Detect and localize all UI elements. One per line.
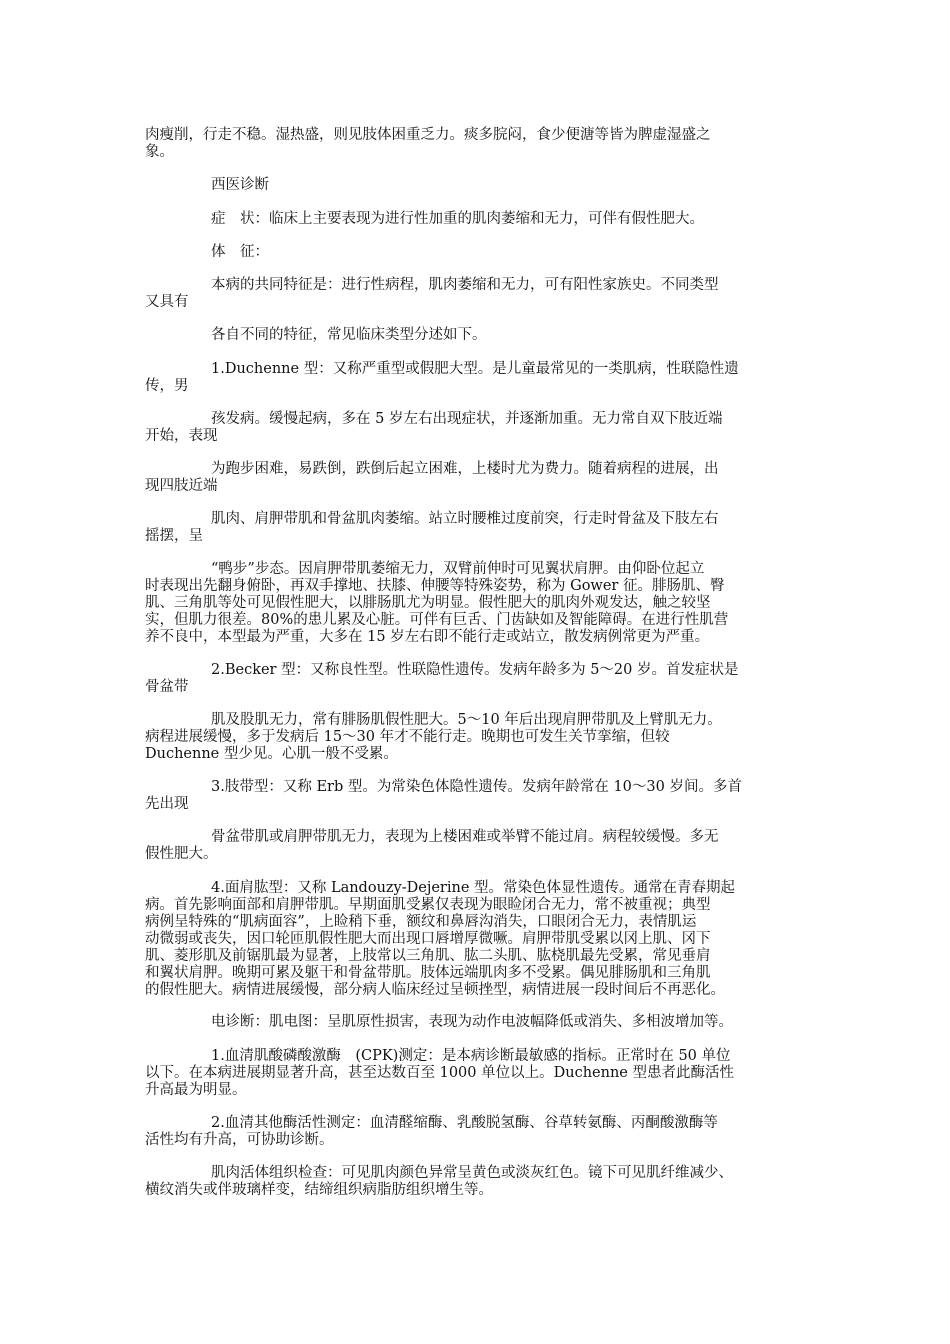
text-line: 电诊断：肌电图：呈肌原性损害，表现为动作电波幅降低或消失、多相波增加等。	[211, 1014, 733, 1030]
text-line: “鸭步”步态。因肩胛带肌萎缩无力，双臂前伸时可见翼状肩胛。由仰卧位起立	[211, 561, 705, 577]
paragraph-common-features	[145, 277, 805, 311]
text-line: 3.肢带型：又称 Erb 型。为常染色体隐性遗传。发病年龄常在 10～30 岁间。多首	[211, 779, 742, 795]
text-line: 症 状：临床上主要表现为进行性加重的肌肉萎缩和无力，可伴有假性肥大。	[211, 211, 704, 227]
text-line: 养不良中，本型最为严重，大多在 15 岁左右即不能行走或站立，散发病例常更为严重。	[145, 629, 710, 645]
text-line: 病例呈特殊的“肌病面容”，上睑稍下垂，额纹和鼻唇沟消失，口眼闭合无力，表情肌运	[145, 914, 697, 930]
text-line: 为跑步困难，易跌倒，跌倒后起立困难，上楼时尤为费力。随着病程的进展，出	[211, 461, 719, 477]
text-line: 肉瘦削，行走不稳。湿热盛，则见肢体困重乏力。痰多脘闷，食少便溏等皆为脾虚湿盛之	[145, 127, 711, 143]
paragraph-duchenne-gait	[145, 561, 805, 646]
text-line: 西医诊断	[211, 177, 269, 193]
text-line: 开始，表现	[145, 428, 218, 444]
text-line: 活性均有升高，可协助诊断。	[145, 1132, 334, 1148]
paragraph-emg	[145, 1014, 805, 1031]
text-line: 摇摆，呈	[145, 528, 203, 544]
paragraph-duchenne-progress	[145, 461, 805, 495]
paragraph-other-enzymes	[145, 1115, 805, 1149]
paragraph-spleen-dampness	[145, 127, 805, 161]
text-line: 病。首先影响面部和肩胛带肌。早期面肌受累仅表现为眼睑闭合无力，常不被重视；典型	[145, 897, 711, 913]
text-line: 时表现出先翻身俯卧，再双手撑地、扶膝、伸腰等特殊姿势，称为 Gower 征。腓肠肌、臀	[145, 578, 725, 594]
text-line: 现四肢近端	[145, 478, 218, 494]
text-line: 肌及股肌无力，常有腓肠肌假性肥大。5～10 年后出现肩胛带肌及上臂肌无力。	[211, 712, 722, 728]
text-line: 体 征：	[211, 244, 269, 260]
text-line: 肌肉活体组织检查：可见肌肉颜色异常呈黄色或淡灰红色。镜下可见肌纤维减少、	[211, 1165, 733, 1181]
paragraph-symptoms	[145, 211, 805, 228]
text-line: 肌肉、肩胛带肌和骨盆肌肉萎缩。站立时腰椎过度前突，行走时骨盆及下肢左右	[211, 511, 719, 527]
text-line: 骨盆带肌或肩胛带肌无力，表现为上楼困难或举臂不能过肩。病程较缓慢。多无	[211, 829, 719, 845]
text-line: 2.血清其他酶活性测定：血清醛缩酶、乳酸脱氢酶、谷草转氨酶、丙酮酸激酶等	[211, 1115, 718, 1131]
text-line: 又具有	[145, 294, 189, 310]
paragraph-limb-girdle	[145, 779, 805, 813]
text-line: 假性肥大。	[145, 846, 218, 862]
paragraph-becker	[145, 662, 805, 696]
text-line: 动微弱或丧失，因口轮匝肌假性肥大而出现口唇增厚微噘。肩胛带肌受累以冈上肌、冈下	[145, 931, 711, 947]
paragraph-fsh	[145, 880, 805, 999]
text-line: 先出现	[145, 796, 189, 812]
text-line: 以下。在本病进展期显著升高，甚至达数百至 1000 单位以上。Duchenne 型患者此酶活性	[145, 1065, 734, 1081]
paragraph-duchenne-atrophy	[145, 511, 805, 545]
heading-signs	[145, 244, 805, 261]
paragraph-duchenne	[145, 361, 805, 395]
paragraph-types-intro	[145, 327, 805, 344]
text-line: 1.血清肌酸磷酸激酶 (CPK)测定：是本病诊断最敏感的指标。正常时在 50 单位	[211, 1048, 731, 1064]
text-line: 1.Duchenne 型：又称严重型或假肥大型。是儿童最常见的一类肌病，性联隐性遗	[211, 361, 739, 377]
text-line: 各自不同的特征，常见临床类型分述如下。	[211, 327, 487, 343]
paragraph-becker-detail	[145, 712, 805, 763]
text-line: 本病的共同特征是：进行性病程，肌肉萎缩和无力，可有阳性家族史。不同类型	[211, 277, 719, 293]
text-line: 升高最为明显。	[145, 1082, 247, 1098]
text-line: 象。	[145, 144, 174, 160]
text-line: 实，但肌力很差。80%的患儿累及心脏。可伴有巨舌、门齿缺如及智能障碍。在进行性肌营	[145, 612, 729, 628]
text-line: 肌、三角肌等处可见假性肥大，以腓肠肌尤为明显。假性肥大的肌肉外观发达，触之较坚	[145, 595, 711, 611]
text-line: 孩发病。缓慢起病，多在 5 岁左右出现症状，并逐渐加重。无力常自双下肢近端	[211, 411, 723, 427]
text-line: 的假性肥大。病情进展缓慢，部分病人临床经过呈顿挫型，病情进展一段时间后不再恶化。	[145, 982, 725, 998]
text-line: Duchenne 型少见。心肌一般不受累。	[145, 746, 398, 762]
text-line: 肌、菱形肌及前锯肌最为显著，上肢常以三角肌、肱二头肌、肱桡肌最先受累，常见垂肩	[145, 948, 711, 964]
text-line: 传，男	[145, 378, 189, 394]
text-line: 横纹消失或伴玻璃样变，结缔组织病脂肪组织增生等。	[145, 1182, 493, 1198]
paragraph-biopsy	[145, 1165, 805, 1199]
text-line: 2.Becker 型：又称良性型。性联隐性遗传。发病年龄多为 5～20 岁。首发症状是	[211, 662, 739, 678]
text-line: 病程进展缓慢，多于发病后 15～30 年才不能行走。晚期也可发生关节挛缩，但较	[145, 729, 670, 745]
paragraph-cpk	[145, 1048, 805, 1099]
paragraph-duchenne-onset	[145, 411, 805, 445]
heading-western-diagnosis	[145, 177, 805, 194]
paragraph-limb-girdle-detail	[145, 829, 805, 863]
text-line: 4.面肩肱型：又称 Landouzy-Dejerine 型。常染色体显性遗传。通常在青春期起	[211, 880, 736, 896]
text-line: 和翼状肩胛。晚期可累及躯干和骨盆带肌。肢体远端肌肉多不受累。偶见腓肠肌和三角肌	[145, 965, 711, 981]
text-line: 骨盆带	[145, 679, 189, 695]
